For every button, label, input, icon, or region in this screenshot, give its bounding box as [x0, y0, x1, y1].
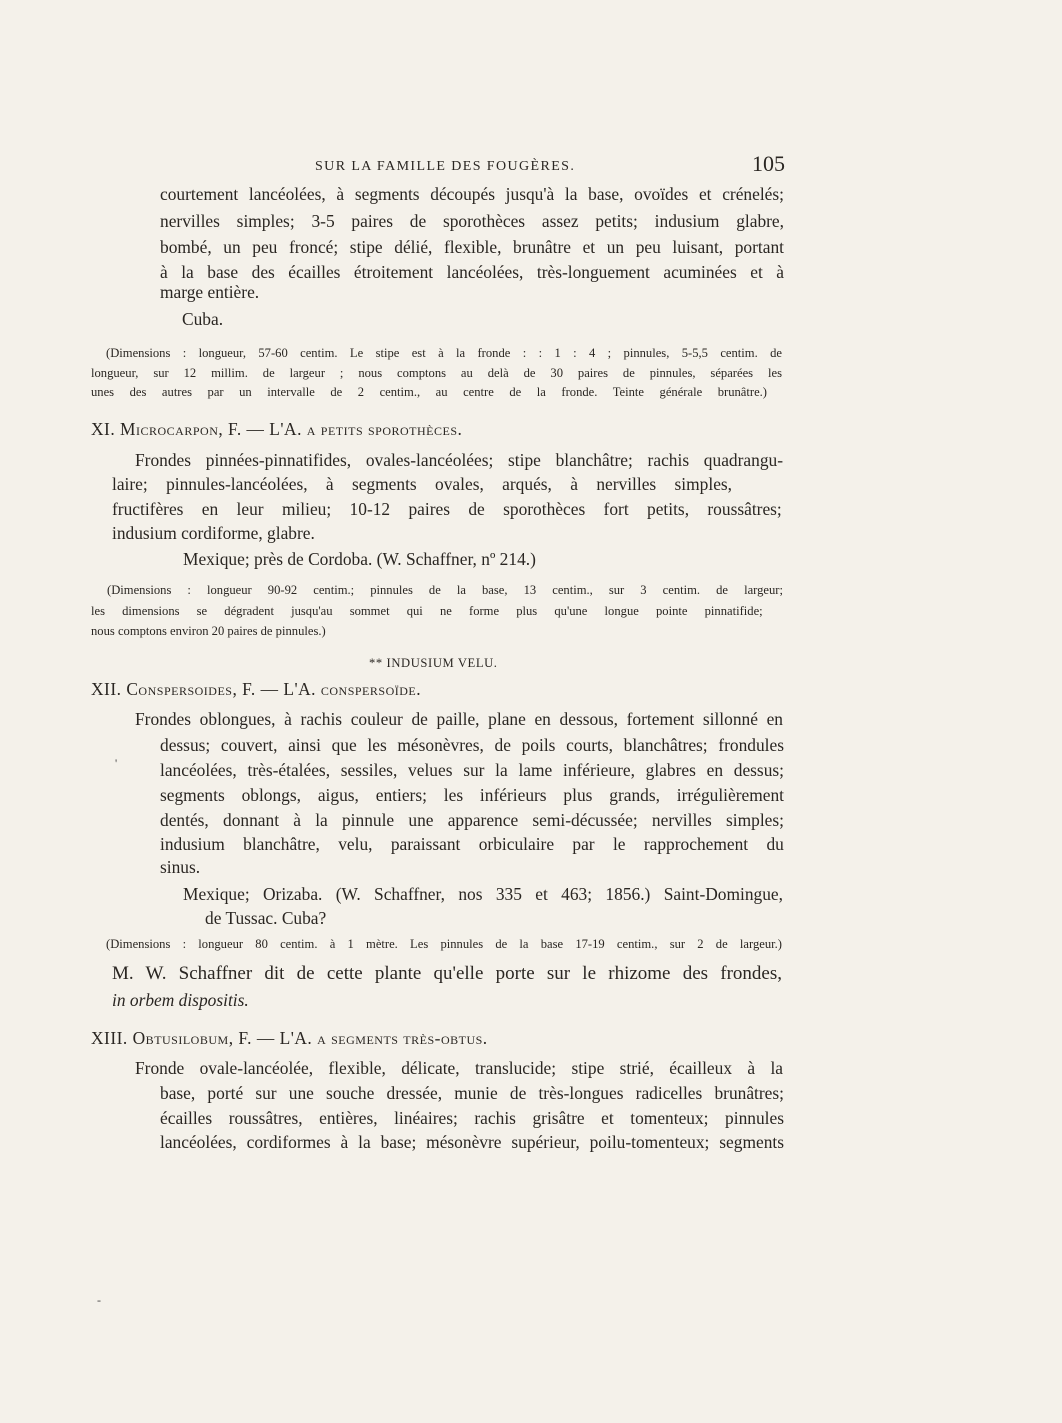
- dimensions-note-line: (Dimensions : longueur 90-92 centim.; pinnules de la base, 13 centim., sur 3 centim. de largeur;: [107, 583, 783, 597]
- species-heading: XII. Conspersoides, F. — L'A. conspersoïde.: [91, 679, 422, 699]
- text-line: lancéolées, cordiformes à la base; mésonèvre supérieur, poilu-tomenteux; segments: [160, 1132, 784, 1152]
- stray-mark: ': [115, 756, 118, 770]
- text-line: bombé, un peu froncé; stipe délié, flexible, brunâtre et un peu luisant, portant: [160, 237, 784, 257]
- dimensions-note-line: les dimensions se dégradent jusqu'au sommet qui ne forme plus qu'une longue pointe pinnatifide;: [91, 604, 763, 618]
- running-title: SUR LA FAMILLE DES FOUGÈRES.: [315, 159, 576, 174]
- text-line-italic: in orbem dispositis.: [112, 990, 249, 1010]
- dimensions-note-line: (Dimensions : longueur 80 centim. à 1 mètre. Les pinnules de la base 17-19 centim., sur 2 de largeur.): [106, 937, 782, 951]
- text-line: courtement lancéolées, à segments découpés jusqu'à la base, ovoïdes et crénelés;: [160, 184, 784, 204]
- locality-line: Mexique; Orizaba. (W. Schaffner, nos 335 et 463; 1856.) Saint-Domingue,: [183, 884, 783, 904]
- text-line: Frondes pinnées-pinnatifides, ovales-lancéolées; stipe blanchâtre; rachis quadrangu-: [135, 450, 783, 470]
- text-line: dentés, donnant à la pinnule une apparence semi-décussée; nervilles simples;: [160, 810, 784, 830]
- text-line: indusium cordiforme, glabre.: [112, 523, 315, 543]
- text-line: à la base des écailles étroitement lancéolées, très-longuement acuminées et à: [160, 262, 784, 282]
- text-line: segments oblongs, aigus, entiers; les inférieurs plus grands, irrégulièrement: [160, 785, 784, 805]
- text-line: Fronde ovale-lancéolée, flexible, délicate, translucide; stipe strié, écailleux à la: [135, 1058, 783, 1078]
- locality-line: Cuba.: [182, 309, 224, 329]
- text-line: marge entière.: [160, 282, 260, 302]
- text-line: indusium blanchâtre, velu, paraissant orbiculaire par le rapprochement du: [160, 834, 784, 854]
- stray-mark: -: [97, 1293, 101, 1307]
- species-heading: XI. Microcarpon, F. — L'A. a petits sporothèces.: [91, 419, 463, 439]
- text-line: fructifères en leur milieu; 10-12 paires de sporothèces fort petits, roussâtres;: [112, 499, 782, 519]
- text-line: sinus.: [160, 857, 201, 877]
- text-line: laire; pinnules-lancéolées, à segments ovales, arqués, à nervilles simples,: [112, 474, 733, 494]
- text-line: Frondes oblongues, à rachis couleur de paille, plane en dessous, fortement sillonné en: [135, 709, 783, 729]
- page-header: [160, 151, 785, 179]
- locality-line: de Tussac. Cuba?: [205, 908, 327, 928]
- text-line: M. W. Schaffner dit de cette plante qu'elle porte sur le rhizome des frondes,: [112, 963, 782, 984]
- species-heading: XIII. Obtusilobum, F. — L'A. a segments très-obtus.: [91, 1028, 488, 1048]
- text-line: dessus; couvert, ainsi que les mésonèvres, de poils courts, blanchâtres; frondules: [160, 735, 784, 755]
- dimensions-note-line: (Dimensions : longueur, 57-60 centim. Le stipe est à la fronde : : 1 : 4 ; pinnules, 5-5,5 centim. de: [106, 346, 782, 360]
- dimensions-note-line: nous comptons environ 20 paires de pinnules.): [91, 624, 326, 638]
- dimensions-note-line: unes des autres par un intervalle de 2 centim., au centre de la fronde. Teinte générale brunâtre.): [91, 385, 767, 399]
- text-line: écailles roussâtres, entières, linéaires; rachis grisâtre et tomenteux; pinnules: [160, 1108, 784, 1128]
- section-subheading: ** INDUSIUM VELU.: [369, 656, 498, 670]
- text-line: base, porté sur une souche dressée, munie de très-longues radicelles brunâtres;: [160, 1083, 784, 1103]
- dimensions-note-line: longueur, sur 12 millim. de largeur ; nous comptons au delà de 30 paires de pinnules, séparées les: [91, 366, 782, 380]
- page-number: 105: [752, 151, 785, 176]
- locality-line: Mexique; près de Cordoba. (W. Schaffner, nº 214.): [183, 549, 536, 569]
- text-line: lancéolées, très-étalées, sessiles, velues sur la lame inférieure, glabres en dessus;: [160, 760, 784, 780]
- text-line: nervilles simples; 3-5 paires de sporothèces assez petits; indusium glabre,: [160, 211, 784, 231]
